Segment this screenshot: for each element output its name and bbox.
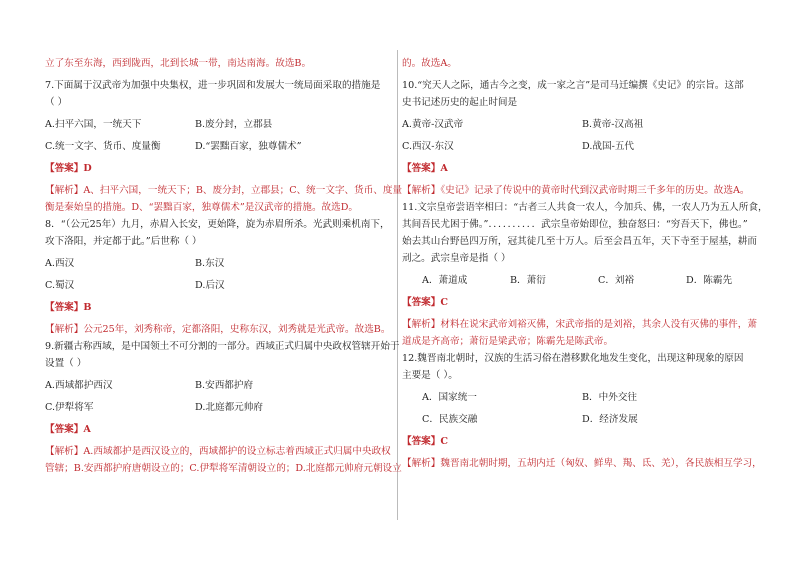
option-a: A.西域都护西汉 bbox=[45, 380, 113, 391]
answer-value: B bbox=[83, 302, 92, 313]
option-d: D.北庭都元帅府 bbox=[195, 402, 263, 413]
answer-line bbox=[402, 436, 752, 448]
option-d: D．陈霸先 bbox=[686, 275, 733, 286]
option-row bbox=[45, 141, 385, 153]
option-a: A.扫平六国，一统天下 bbox=[45, 119, 142, 130]
answer-line bbox=[45, 302, 385, 314]
analysis-text: 【解析】《史记》记录了传说中的黄帝时代到汉武帝时期三千多年的历史。故选A。 bbox=[402, 185, 750, 196]
option-row bbox=[402, 414, 752, 426]
option-b: B.废分封，立郡县 bbox=[195, 119, 273, 130]
question-stem: 始去其山台野邑四万所，冠其徒几至十万人。后至会昌五年，天下寺至于屋基，耕而 bbox=[402, 236, 757, 247]
question-9 bbox=[45, 341, 402, 475]
option-row bbox=[402, 275, 752, 287]
option-row bbox=[45, 280, 385, 292]
option-d: D.“罢黜百家，独尊儒术” bbox=[195, 141, 302, 152]
answer-value: C bbox=[440, 297, 449, 308]
option-b: B．中外交往 bbox=[582, 392, 638, 403]
answer-line bbox=[45, 163, 385, 175]
question-stem: 7.下面属于汉武帝为加强中央集权，进一步巩固和发展大一统局面采取的措施是 bbox=[45, 80, 381, 91]
right-column bbox=[402, 58, 768, 470]
question-10 bbox=[402, 80, 752, 197]
option-a: A．国家统一 bbox=[422, 392, 477, 403]
question-stem: 史书记述历史的起止时间是 bbox=[402, 97, 518, 108]
question-8 bbox=[45, 219, 391, 336]
option-row bbox=[402, 119, 752, 131]
option-row bbox=[402, 141, 752, 153]
option-c: C.西汉-东汉 bbox=[402, 141, 454, 152]
option-b: B．萧衍 bbox=[510, 275, 546, 286]
option-c: C.伊犁将军 bbox=[45, 402, 94, 413]
question-12 bbox=[402, 353, 762, 470]
option-d: D.战国-五代 bbox=[582, 141, 635, 152]
question-stem: 主要是（ ）。 bbox=[402, 370, 458, 381]
analysis-text: 【解析】魏晋南北朝时期，五胡内迁（匈奴、鲜卑、羯、氐、羌），各民族相互学习， bbox=[402, 458, 762, 469]
question-stem: 设置（ ） bbox=[45, 358, 87, 369]
question-stem: 8．“（公元25年）九月，赤眉入长安，更始降，旋为赤眉所杀。光武则乘机南下， bbox=[45, 219, 390, 230]
option-row bbox=[402, 392, 752, 404]
option-c: C．刘裕 bbox=[598, 275, 635, 286]
option-b: B.黄帝-汉高祖 bbox=[582, 119, 644, 130]
question-7 bbox=[45, 80, 403, 214]
option-row bbox=[45, 119, 385, 131]
answer-value: A bbox=[83, 424, 91, 435]
option-a: A.西汉 bbox=[45, 258, 75, 269]
option-c: C．民族交融 bbox=[422, 414, 478, 425]
answer-line bbox=[402, 163, 752, 175]
option-row bbox=[45, 258, 385, 270]
answer-label: 【答案】 bbox=[402, 297, 441, 308]
option-a: A．萧道成 bbox=[422, 275, 468, 286]
answer-label: 【答案】 bbox=[45, 424, 84, 435]
question-stem: 11.文宗皇帝尝语宰相曰：“古者三人共食一农人，今加兵、佛，一农人乃为五人所食， bbox=[402, 202, 768, 213]
question-stem: 10.“究天人之际，通古今之变，成一家之言”是司马迁编撰《史记》的宗旨。这部 bbox=[402, 80, 744, 91]
answer-value: D bbox=[83, 163, 92, 174]
question-stem: 9.新疆古称西域，是中国领土不可分割的一部分。西域正式归属中央政权管辖开始于 bbox=[45, 341, 400, 352]
question-stem: 12.魏晋南北朝时，汉族的生活习俗在潜移默化地发生变化，出现这种现象的原因 bbox=[402, 353, 744, 364]
option-c: C.蜀汉 bbox=[45, 280, 75, 291]
analysis-text: 衡是秦始皇的措施。D、“罢黜百家，独尊儒术”是汉武帝的措施。故选D。 bbox=[45, 202, 359, 213]
answer-label: 【答案】 bbox=[402, 436, 441, 447]
answer-label: 【答案】 bbox=[402, 163, 441, 174]
question-11 bbox=[402, 202, 768, 348]
analysis-text: 道成是齐高帝；萧衍是梁武帝；陈霸先是陈武帝。 bbox=[402, 336, 614, 347]
column-divider bbox=[397, 50, 398, 520]
option-row bbox=[45, 402, 385, 414]
option-d: D．经济发展 bbox=[582, 414, 638, 425]
answer-line bbox=[402, 297, 752, 309]
option-b: B.东汉 bbox=[195, 258, 225, 269]
question-stem: （ ） bbox=[45, 97, 68, 108]
answer-label: 【答案】 bbox=[45, 163, 84, 174]
option-a: A.黄帝-汉武帝 bbox=[402, 119, 464, 130]
question-stem: 其间吾民尤困于佛。”．．．．．．．．．．武宗皇帝始即位，独奋怒曰：“穷吾天下，佛也。” bbox=[402, 219, 748, 230]
question-stem: 刓之。武宗皇帝是指（ ） bbox=[402, 253, 511, 264]
analysis-continuation: 的。故选A。 bbox=[402, 58, 457, 69]
option-b: B.安西都护府 bbox=[195, 380, 254, 391]
answer-label: 【答案】 bbox=[45, 302, 84, 313]
answer-line bbox=[45, 424, 385, 436]
analysis-text: 管辖；B.安西都护府唐朝设立的；C.伊犁将军清朝设立的；D.北庭都元帅府元朝设立 bbox=[45, 463, 402, 474]
analysis-text: 【解析】A.西域都护是西汉设立的，西域都护的设立标志着西域正式归属中央政权 bbox=[45, 446, 391, 457]
analysis-text: 【解析】A、扫平六国，一统天下；B、废分封，立郡县；C、统一文字、货币、度量 bbox=[45, 185, 403, 196]
answer-value: A bbox=[440, 163, 448, 174]
option-row bbox=[45, 380, 385, 392]
analysis-text: 【解析】公元25年，刘秀称帝，定都洛阳，史称东汉，刘秀就是光武帝。故选B。 bbox=[45, 324, 391, 335]
question-stem: 攻下洛阳，并定都于此。”后世称（ ） bbox=[45, 236, 202, 247]
analysis-continuation: 立了东至东海，西到陇西，北到长城一带，南达南海。故选B。 bbox=[45, 58, 312, 69]
answer-value: C bbox=[440, 436, 449, 447]
option-d: D.后汉 bbox=[195, 280, 225, 291]
left-column bbox=[45, 58, 403, 475]
analysis-text: 【解析】材料在说宋武帝刘裕灭佛，宋武帝指的是刘裕，其余人没有灭佛的事件，萧 bbox=[402, 319, 757, 330]
option-c: C.统一文字、货币、度量衡 bbox=[45, 141, 161, 152]
